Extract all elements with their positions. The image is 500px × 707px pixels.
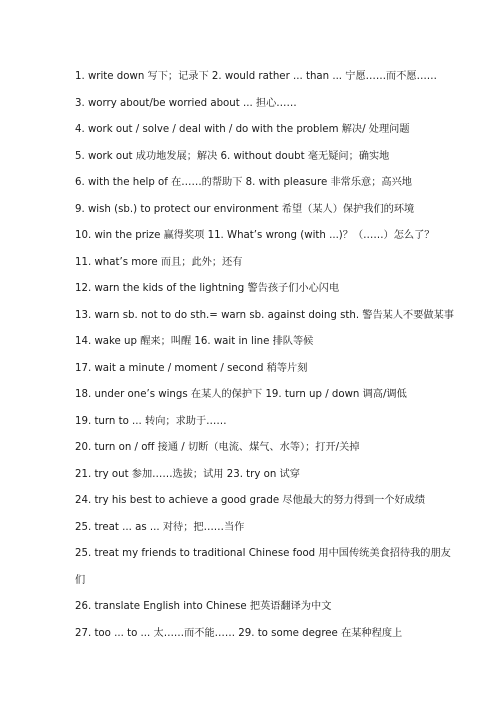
- phrase-line-17: 24. try his best to achieve a good grade 尽他最大的努力得到一个好成绩: [75, 495, 426, 506]
- phrase-line-18: 25. treat ... as ... 对待；把……当作: [75, 521, 245, 533]
- phrase-line-22: 27. too ... to ... 太……而不能…… 29. to some degree 在某种程度上: [75, 627, 403, 639]
- phrase-line-2: 3. worry about/be worried about ... 担心……: [75, 97, 297, 109]
- phrase-line-6: 9. wish (sb.) to protect our environment 希望（某人）保护我们的环境: [75, 203, 415, 215]
- phrase-line-3: 4. work out / solve / deal with / do with the problem 解决/ 处理问题: [75, 124, 410, 135]
- phrase-line-20: 们: [75, 574, 86, 586]
- phrase-line-10: 13. warn sb. not to do sth.= warn sb. against doing sth. 警告某人不要做某事: [75, 309, 454, 321]
- phrase-line-9: 12. warn the kids of the lightning 警告孩子们小心闪电: [75, 283, 340, 294]
- phrase-line-4: 5. work out 成功地发展；解决 6. without doubt 毫无疑问；确实地: [75, 150, 390, 162]
- phrase-line-5: 6. with the help of 在……的帮助下 8. with pleasure 非常乐意；高兴地: [75, 177, 412, 188]
- phrase-line-14: 19. turn to ... 转向；求助于……: [75, 415, 227, 427]
- phrase-line-1: 1. write down 写下；记录下 2. would rather ... than ... 宁愿……而不愿……: [75, 71, 437, 82]
- phrase-line-13: 18. under one’s wings 在某人的保护下 19. turn up / down 调高/调低: [75, 389, 407, 400]
- phrase-line-15: 20. turn on / off 接通 / 切断（电流、煤气、水等）；打开/关掉: [75, 442, 360, 453]
- phrase-line-7: 10. win the prize 赢得奖项 11. What’s wrong (with ...)？（……）怎么了？: [75, 230, 435, 241]
- phrase-line-8: 11. what’s more 而且；此外；还有: [75, 256, 243, 268]
- phrase-line-19: 25. treat my friends to traditional Chinese food 用中国传统美食招待我的朋友: [75, 548, 451, 559]
- phrase-line-21: 26. translate English into Chinese 把英语翻译为中文: [75, 601, 332, 612]
- phrase-line-12: 17. wait a minute / moment / second 稍等片刻: [75, 362, 308, 374]
- phrase-line-11: 14. wake up 醒来；叫醒 16. wait in line 排队等候: [75, 336, 314, 347]
- phrase-line-16: 21. try out 参加……选拔；试用 23. try on 试穿: [75, 468, 300, 480]
